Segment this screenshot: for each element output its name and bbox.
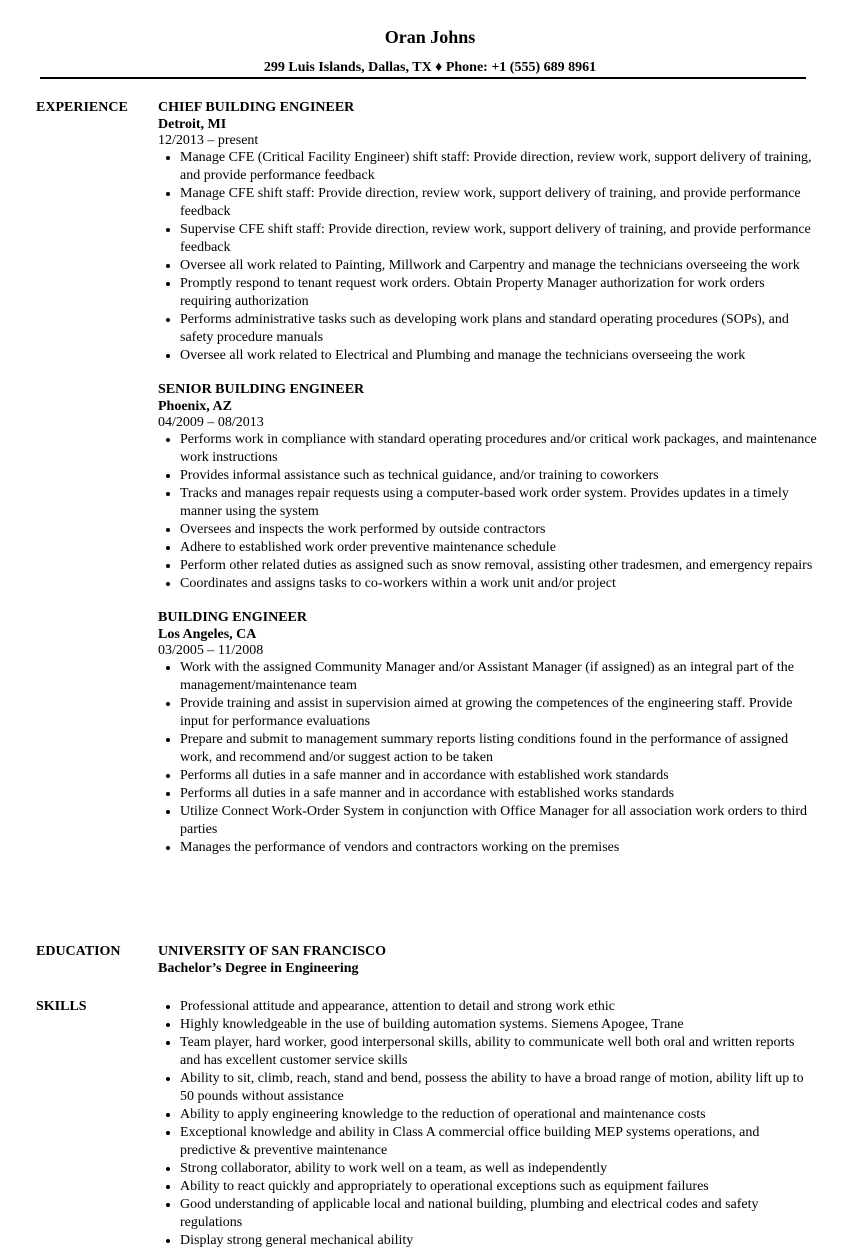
experience-list bbox=[158, 99, 818, 873]
job-bullets bbox=[158, 149, 818, 365]
skills-heading: SKILLS bbox=[36, 999, 87, 1014]
job-bullet: • Oversee all work related to Electrical and Plumbing and manage the technicians overseeing the work bbox=[180, 347, 818, 365]
skill-item: • Team player, hard worker, good interpersonal skills, ability to communicate well both oral and written reports and has excellent customer service skills bbox=[180, 1034, 818, 1070]
job-location: Phoenix, AZ bbox=[158, 399, 232, 414]
skill-item: • Ability to apply engineering knowledge to the reduction of operational and maintenance costs bbox=[180, 1106, 818, 1124]
job-bullet: • Manage CFE shift staff: Provide direction, review work, support delivery of training, and provide performance feedback bbox=[180, 185, 818, 221]
job-location: Detroit, MI bbox=[158, 117, 227, 132]
job-bullet: • Coordinates and assigns tasks to co-workers within a work unit and/or project bbox=[180, 575, 818, 593]
job-bullet: • Performs work in compliance with standard operating procedures and/or critical work packages, and maintenance work instructions bbox=[180, 431, 818, 467]
skill-item: • Exceptional knowledge and ability in Class A commercial office building MEP systems operations, and predictive & preventive maintenance bbox=[180, 1124, 818, 1160]
job-bullet: • Performs administrative tasks such as developing work plans and standard operating procedures (SOPs), and safety procedure manuals bbox=[180, 311, 818, 347]
contact-line: 299 Luis Islands, Dallas, TX ♦ Phone: +1 (555) 689 8961 bbox=[263, 60, 597, 75]
job-bullet: • Adhere to established work order preventive maintenance schedule bbox=[180, 539, 818, 557]
job-bullet: • Perform other related duties as assigned such as snow removal, assisting other tradesmen, and emergency repairs bbox=[180, 557, 818, 575]
skills-bullets bbox=[158, 998, 818, 1250]
skill-item: • Ability to react quickly and appropriately to operational exceptions such as equipment failures bbox=[180, 1178, 818, 1196]
job-location: Los Angeles, CA bbox=[158, 627, 257, 642]
skill-item: • Highly knowledgeable in the use of building automation systems. Siemens Apogee, Trane bbox=[180, 1016, 818, 1034]
job-bullet: • Performs all duties in a safe manner and in accordance with established work standards bbox=[180, 767, 818, 785]
job-bullet: • Supervise CFE shift staff: Provide direction, review work, support delivery of training, and provide performance feedback bbox=[180, 221, 818, 257]
job-bullets bbox=[158, 431, 818, 593]
job-bullet: • Manage CFE (Critical Facility Engineer) shift staff: Provide direction, review work, support delivery of training, and provide performance feedback bbox=[180, 149, 818, 185]
job-dates: 03/2005 – 11/2008 bbox=[158, 643, 264, 658]
education-entry bbox=[158, 943, 818, 977]
job-bullet: • Tracks and manages repair requests using a computer-based work order system. Provides updates in a timely manner using the system bbox=[180, 485, 818, 521]
job-entry bbox=[158, 99, 818, 365]
job-bullet: • Oversees and inspects the work performed by outside contractors bbox=[180, 521, 818, 539]
job-bullet: • Oversee all work related to Painting, Millwork and Carpentry and manage the technicians overseeing the work bbox=[180, 257, 818, 275]
job-dates: 04/2009 – 08/2013 bbox=[158, 415, 264, 430]
skill-item: • Strong collaborator, ability to work well on a team, as well as independently bbox=[180, 1160, 818, 1178]
job-bullet: • Performs all duties in a safe manner and in accordance with established works standards bbox=[180, 785, 818, 803]
job-bullet: • Provides informal assistance such as technical guidance, and/or training to coworkers bbox=[180, 467, 818, 485]
job-bullet: • Work with the assigned Community Manager and/or Assistant Manager (if assigned) as an integral part of the management/maintenance team bbox=[180, 659, 818, 695]
job-entry bbox=[158, 609, 818, 857]
skill-item: • Display strong general mechanical ability bbox=[180, 1232, 818, 1250]
job-bullets bbox=[158, 659, 818, 857]
degree: Bachelor’s Degree in Engineering bbox=[158, 961, 359, 976]
job-entry bbox=[158, 381, 818, 593]
education-heading: EDUCATION bbox=[36, 944, 121, 959]
job-title: BUILDING ENGINEER bbox=[158, 610, 307, 625]
job-bullet: • Promptly respond to tenant request work orders. Obtain Property Manager authorization for work orders requiring authorization bbox=[180, 275, 818, 311]
skill-item: • Ability to sit, climb, reach, stand and bend, possess the ability to have a broad range of motion, ability lift up to 50 pounds without assistance bbox=[180, 1070, 818, 1106]
job-title: CHIEF BUILDING ENGINEER bbox=[158, 100, 355, 115]
job-bullet: • Utilize Connect Work-Order System in conjunction with Office Manager for all association work orders to third parties bbox=[180, 803, 818, 839]
header-divider bbox=[40, 77, 806, 79]
resume-header bbox=[0, 0, 860, 76]
skill-item: • Good understanding of applicable local and national building, plumbing and electrical codes and safety regulations bbox=[180, 1196, 818, 1232]
experience-heading: EXPERIENCE bbox=[36, 100, 128, 115]
skills-list bbox=[158, 998, 818, 1250]
job-bullet: • Prepare and submit to management summary reports listing conditions found in the performance of assigned work, and recommend and/or suggest action to be taken bbox=[180, 731, 818, 767]
job-bullet: • Manages the performance of vendors and contractors working on the premises bbox=[180, 839, 818, 857]
job-bullet: • Provide training and assist in supervision aimed at growing the competences of the engineering staff. Provide input for performance evaluations bbox=[180, 695, 818, 731]
skill-item: • Professional attitude and appearance, attention to detail and strong work ethic bbox=[180, 998, 818, 1016]
job-title: SENIOR BUILDING ENGINEER bbox=[158, 382, 365, 397]
candidate-name: Oran Johns bbox=[384, 27, 476, 47]
job-dates: 12/2013 – present bbox=[158, 133, 259, 148]
school-name: UNIVERSITY OF SAN FRANCISCO bbox=[158, 944, 387, 959]
